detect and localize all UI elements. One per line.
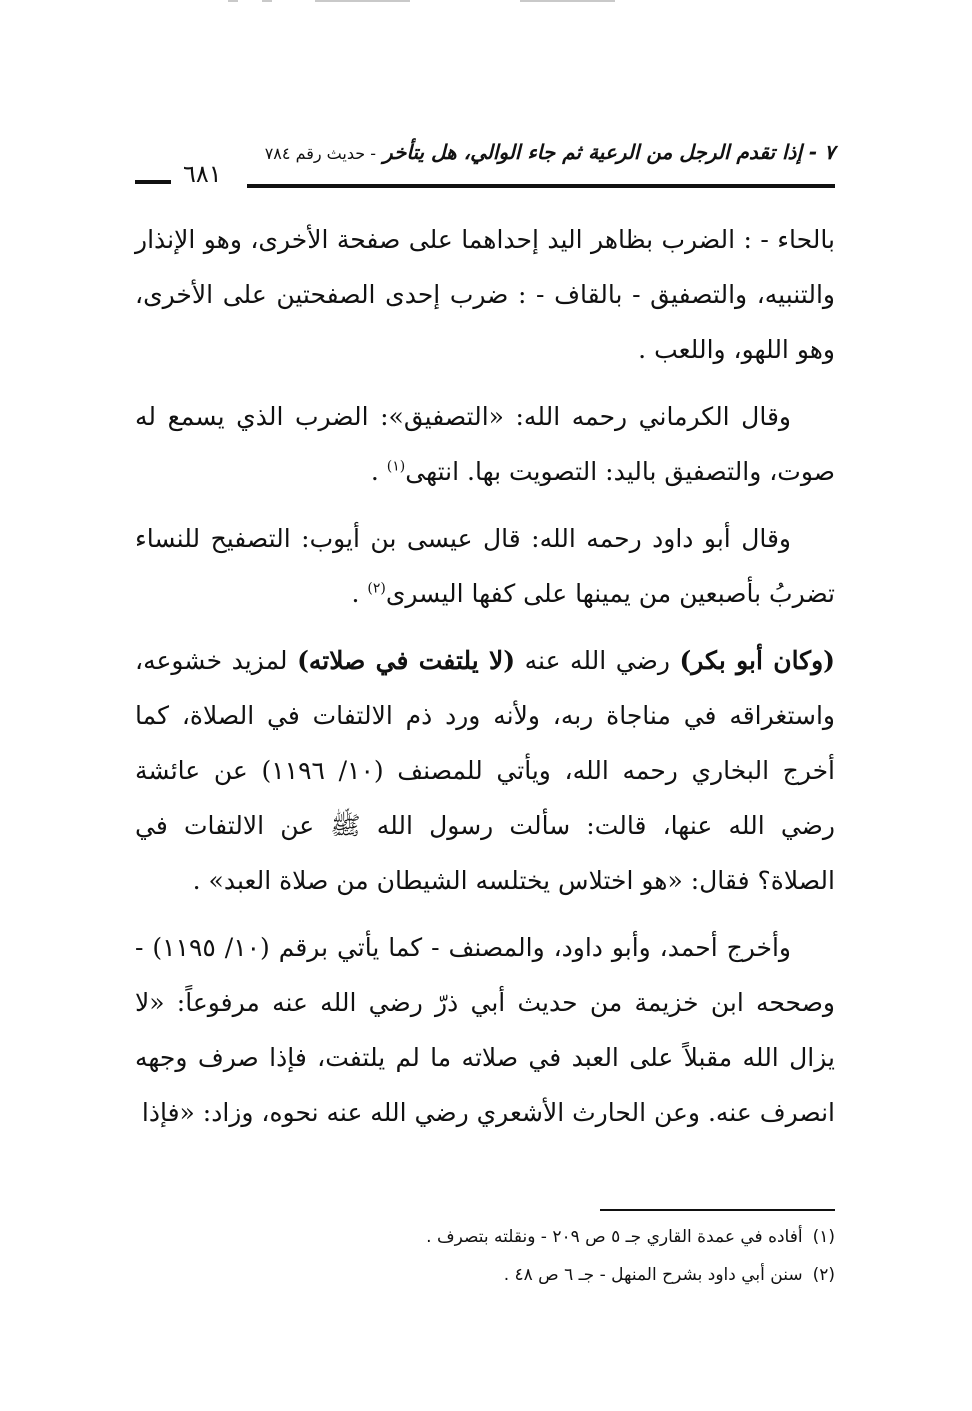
page-number: ٦٨١	[183, 160, 222, 188]
paragraph-end: .	[370, 457, 387, 486]
page-number-dash	[135, 180, 171, 184]
page-header	[135, 140, 835, 196]
paragraph	[135, 389, 835, 499]
hadith-reference: - حديث رقم ٧٨٤	[264, 144, 376, 163]
paragraph	[135, 212, 835, 377]
paragraph-text: لمزيد خشوعه، واستغراقه في مناجاة ربه، ولأنه ورد ذم الالتفات في الصلاة، كما أخرج البخاري رحمه الله، ويأتي للمصنف (١٠/ ١١٩٦) عن عائشة رضي الله عنها، قالت: سألت رسول الله ﷺ عن الالتفات في الصلاة؟ فقال: «هو اختلاس يختلسه الشيطان من صلاة العبد» .	[135, 646, 836, 895]
footnote-number: (١)	[812, 1227, 835, 1247]
footnote	[135, 1218, 835, 1256]
matn-phrase: (لا يلتفت في صلاته)	[297, 646, 516, 675]
footnote-text: سنن أبي داود بشرح المنهل - جـ ٦ ص ٤٨ .	[503, 1265, 803, 1285]
paragraph	[135, 920, 835, 1140]
footnote-rule	[600, 1209, 835, 1211]
paragraph-text: وأخرج أحمد، وأبو داود، والمصنف - كما يأتي برقم (١٠/ ١١٩٥) - وصححه ابن خزيمة من حديث أبي ذرّ رضي الله عنه مرفوعاً: «لا يزال الله مقبلاً على العبد في صلاته ما لم يلتفت، فإذا صرف وجهه انصرف عنه. وعن الحارث الأشعري رضي الله عنه نحوه، وزاد: «فإذا	[135, 933, 835, 1127]
paragraph-text: وقال أبو داود رحمه الله: قال عيسى بن أيوب: التصفيح للنساء تضربُ بأصبعين من يمينها على كفها اليسرى	[135, 524, 835, 608]
scan-top-marks	[0, 0, 972, 6]
paragraph	[135, 511, 835, 621]
footnote-marker: (١)	[386, 458, 406, 475]
main-text	[135, 212, 835, 1152]
paragraph	[135, 633, 835, 908]
paragraph-text: وقال الكرماني رحمه الله: «التصفيق»: الضرب الذي يسمع له صوت، والتصفيق باليد: التصويت بها. انتهى	[135, 402, 835, 486]
paragraph-end: .	[351, 579, 368, 608]
chapter-title: ٧ - إذا تقدم الرجل من الرعية ثم جاء الوالي، هل يتأخر	[382, 140, 835, 164]
footnote	[135, 1256, 835, 1294]
matn-phrase: (وكان أبو بكر)	[679, 646, 835, 675]
footnotes	[135, 1218, 835, 1294]
footnote-marker: (٢)	[367, 580, 386, 597]
footnote-number: (٢)	[812, 1265, 835, 1285]
paragraph-text: رضي الله عنه	[515, 646, 680, 675]
header-rule	[247, 184, 835, 188]
footnote-text: أفاده في عمدة القاري جـ ٥ ص ٢٠٩ - ونقلته بتصرف .	[426, 1227, 803, 1247]
running-title	[265, 140, 835, 164]
paragraph-text: بالحاء - : الضرب بظاهر اليد إحداهما على صفحة الأخرى، وهو الإنذار والتنبيه، والتصفيق - بالقاف - : ضرب إحدى الصفحتين على الأخرى، وهو اللهو، واللعب .	[135, 225, 835, 364]
